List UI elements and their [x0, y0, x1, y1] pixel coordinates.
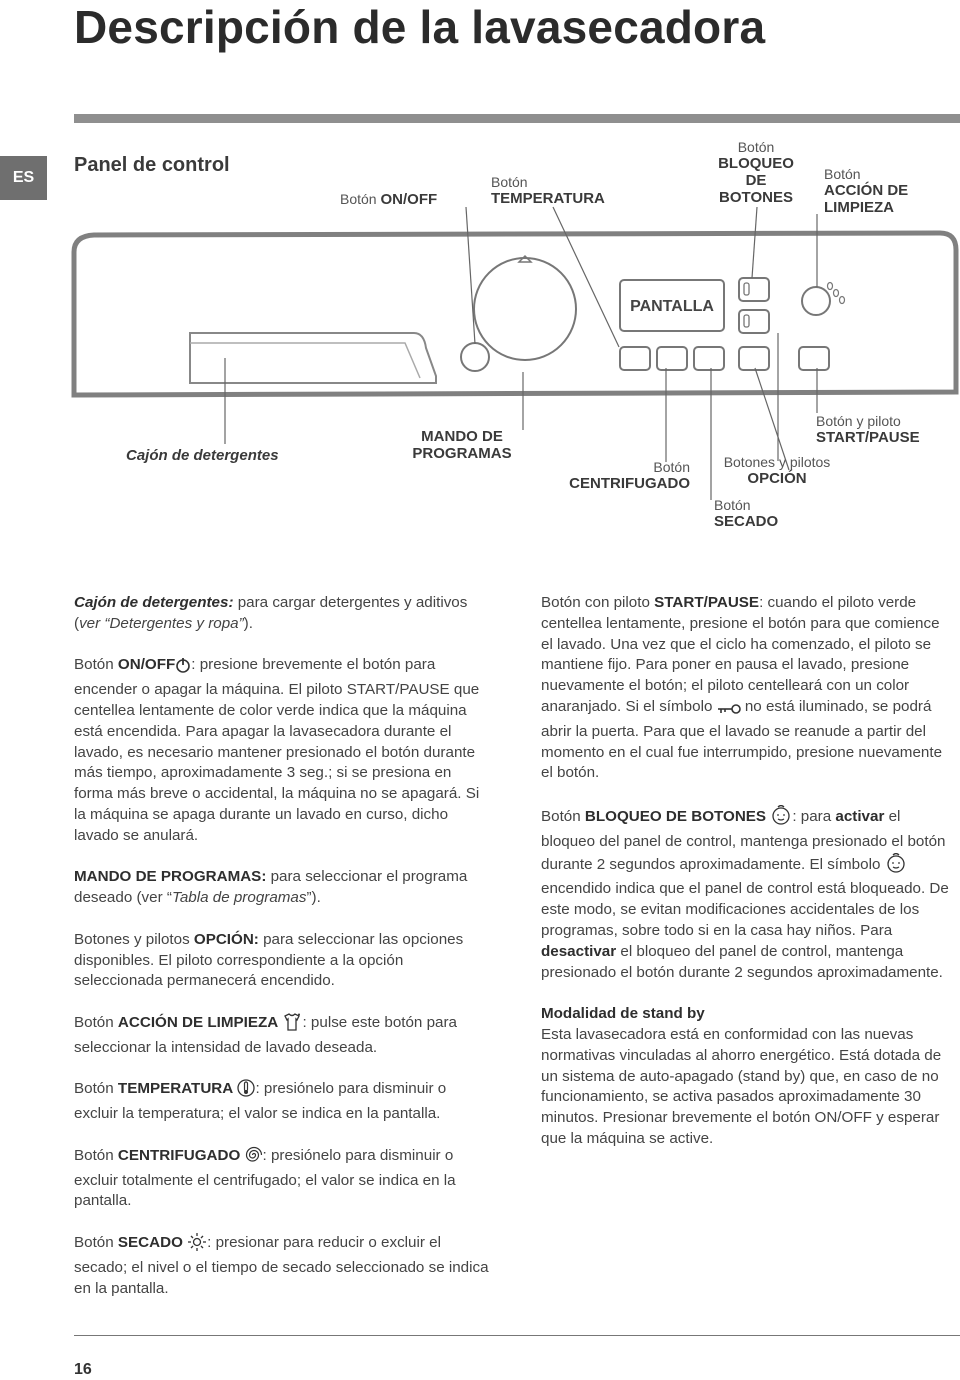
- onoff-bold: ON/OFF: [380, 191, 438, 208]
- option-bold: OPCIÓN: [747, 470, 807, 487]
- spin-bold: CENTRIFUGADO: [569, 475, 690, 492]
- lock-bold-1: BLOQUEO: [718, 155, 794, 172]
- detergent-drawer: [190, 333, 436, 383]
- lock-paragraph: [541, 805, 951, 983]
- spin-text: : presiónelo para disminuir o excluir totalmente el centrifugado; el valor se indica en la pantalla.: [74, 1146, 456, 1210]
- drawer-end: ).: [243, 614, 253, 632]
- standby-text: Esta lavasecadora está en conformidad con las nuevas normativas vinculadas al ahorro energético. Está dotada de un sistema de auto-apagado (stand by) que, en caso de no funcionamiento, se activa pasados aproximadamente 30 minutos. Presionar brevemente el botón ON/OFF y esperar que la máquina se active.: [541, 1025, 942, 1147]
- clean-label: [824, 166, 954, 216]
- child-lock-icon: [885, 853, 907, 880]
- prog-bold-2: PROGRAMAS: [412, 445, 512, 462]
- start-pre: Botón y piloto: [816, 413, 901, 429]
- start-bold: START/PAUSE: [816, 429, 920, 446]
- option-pre: Botones y pilotos: [723, 454, 831, 470]
- dry-text: : presionar para reducir o excluir el secado; el nivel o el tiempo de secado seleccionado se indica en la pantalla.: [74, 1233, 489, 1297]
- dry-label: [714, 497, 834, 530]
- clean-term: ACCIÓN DE LIMPIEZA: [117, 1013, 279, 1031]
- spin-label: [540, 459, 690, 492]
- onoff-paragraph: [74, 655, 494, 846]
- program-paragraph: [74, 867, 494, 909]
- start-text-1: : cuando el piloto verde centellea lentamente, presione el botón para que comience el lavado. Una vez que el ciclo ha comenzado, el piloto se mantiene fijo. Para poner en pausa el lavado, presione nuevamente el botón; el piloto centelleará con un color anaranjado. Si el símbolo: [541, 594, 940, 715]
- clean-paragraph: [74, 1013, 494, 1059]
- option-label: [716, 454, 838, 487]
- start-a: Botón con piloto: [541, 594, 655, 611]
- option-text: para seleccionar las opciones disponibles. El piloto correspondiente a la opción seleccionada permanecerá encendido.: [74, 930, 464, 990]
- spin-icon: [245, 1146, 263, 1171]
- clean-bold-2: LIMPIEZA: [824, 199, 894, 216]
- dry-bold: SECADO: [714, 513, 779, 530]
- right-column: [541, 593, 951, 1171]
- dry-term: SECADO: [117, 1233, 183, 1251]
- temperature-paragraph: [74, 1079, 494, 1125]
- language-tab: ES: [0, 156, 47, 200]
- temp-term: TEMPERATURA: [117, 1080, 234, 1098]
- standby-title: Modalidad de stand by: [541, 1005, 705, 1023]
- start-term: START/PAUSE: [654, 594, 760, 611]
- page-title: Descripción de la lavasecadora: [74, 1, 766, 53]
- spin-a: Botón: [74, 1146, 118, 1164]
- spin-paragraph: [74, 1146, 494, 1212]
- onoff-pre: Botón: [340, 191, 381, 207]
- program-label: [400, 428, 524, 462]
- spin-term: CENTRIFUGADO: [117, 1146, 241, 1164]
- clean-knob: [802, 287, 830, 315]
- lock-deactivate: desactivar: [541, 942, 617, 960]
- lock-text-1: : para: [792, 807, 836, 825]
- onoff-term: ON/OFF: [117, 656, 176, 674]
- temp-bold: TEMPERATURA: [491, 190, 605, 207]
- clean-pre: Botón: [824, 166, 861, 182]
- temp-pre: Botón: [491, 174, 528, 190]
- spin-pre: Botón: [653, 459, 690, 475]
- option-button-shape: [739, 347, 769, 370]
- left-column: [74, 593, 494, 1320]
- dry-paragraph: [74, 1233, 494, 1299]
- lock-led: [744, 283, 749, 295]
- lock-activate: activar: [835, 807, 885, 825]
- lock-label: [706, 139, 806, 206]
- drawer-bold: Cajón de detergentes: [126, 447, 279, 464]
- clean-bold-1: ACCIÓN DE: [824, 182, 909, 199]
- clean-action-icon: [282, 1013, 302, 1038]
- onoff-label: [340, 191, 466, 208]
- lock-text-2: el bloqueo del panel de control, mantenga presionado el botón durante 2 segundos aproximadamente. El símbolo: [541, 807, 946, 873]
- lock-text-3: encendido indica que el panel de control está bloqueado. De este modo, se evitan modificaciones accidentales de los programas, sobre todo si en la casa hay niños. Para: [541, 880, 949, 939]
- drawer-paragraph: [74, 593, 494, 635]
- program-term: MANDO DE PROGRAMAS:: [74, 868, 267, 886]
- start-button-shape: [799, 347, 829, 370]
- display-label: PANTALLA: [630, 298, 714, 315]
- program-ref: Tabla de programas: [171, 889, 307, 907]
- dry-button-shape: [694, 347, 724, 370]
- start-paragraph: [541, 593, 951, 784]
- lock-pre: Botón: [737, 139, 775, 155]
- standby-paragraph: [541, 1004, 951, 1150]
- footer-rule: [74, 1335, 960, 1336]
- option-paragraph: [74, 930, 494, 992]
- drawer-text: para cargar detergentes y aditivos (: [74, 594, 468, 632]
- lock-bold-2: DE: [745, 172, 767, 189]
- clean-text: : pulse este botón para seleccionar la intensidad de lavado deseada.: [74, 1013, 457, 1056]
- section-title: Panel de control: [74, 154, 230, 176]
- drawer-label: [126, 447, 326, 464]
- lock-term: BLOQUEO DE BOTONES: [584, 807, 767, 825]
- onoff-text: : presione brevemente el botón para encender o apagar la máquina. El piloto START/PAUSE que centellea lentamente de color verde indica que la máquina está encendida. Para apagar la lavasecadora durante el lavado, es necesario mantener presionado el botón durante más tiempo, aproximadamente 3 seg.; si se presiona en forma más breve o accidental, la máquina no se apagará. Si la máquina se apaga durante un lavado en curso, dicho lavado se anulará.: [74, 656, 480, 844]
- spin-button-shape: [657, 347, 687, 370]
- temp-text: : presiónelo para disminuir o excluir la temperatura; el valor se indica en la pantalla.: [74, 1080, 447, 1123]
- program-end: ”).: [306, 889, 321, 907]
- temperature-icon: [237, 1079, 255, 1104]
- lock-a: Botón: [541, 807, 585, 825]
- start-label: [816, 413, 956, 446]
- lock-bold-3: BOTONES: [719, 189, 793, 206]
- drying-icon: [187, 1233, 207, 1258]
- temperature-label: [491, 174, 631, 207]
- option-term: OPCIÓN:: [193, 930, 259, 948]
- lock-text-4: el bloqueo del panel de control, mantenga presionado el botón durante 2 segundos aproximadamente.: [541, 942, 943, 981]
- child-lock-icon: [770, 805, 792, 832]
- prog-bold-1: MANDO DE: [421, 428, 503, 445]
- option-a: Botones y pilotos: [74, 930, 194, 948]
- power-icon: [175, 657, 191, 680]
- drawer-ref: ver “Detergentes y ropa”: [79, 614, 244, 632]
- temp-a: Botón: [74, 1080, 118, 1098]
- program-knob: [474, 258, 576, 360]
- key-icon: [717, 701, 741, 722]
- option-led: [744, 315, 749, 327]
- onoff-knob: [461, 343, 489, 371]
- dry-a: Botón: [74, 1233, 118, 1251]
- onoff-a: Botón: [74, 656, 118, 674]
- dry-pre: Botón: [714, 497, 751, 513]
- page-number: 16: [74, 1361, 92, 1378]
- clean-a: Botón: [74, 1013, 118, 1031]
- start-text-2: no está iluminado, se podrá abrir la puerta. Para que el lavado se reanude a partir del momento en el cual fue interrumpido, presione nuevamente el botón.: [541, 697, 943, 782]
- temperature-button-shape: [620, 347, 650, 370]
- program-text: para seleccionar el programa deseado (ver “: [74, 868, 468, 907]
- drawer-term: Cajón de detergentes:: [74, 594, 234, 611]
